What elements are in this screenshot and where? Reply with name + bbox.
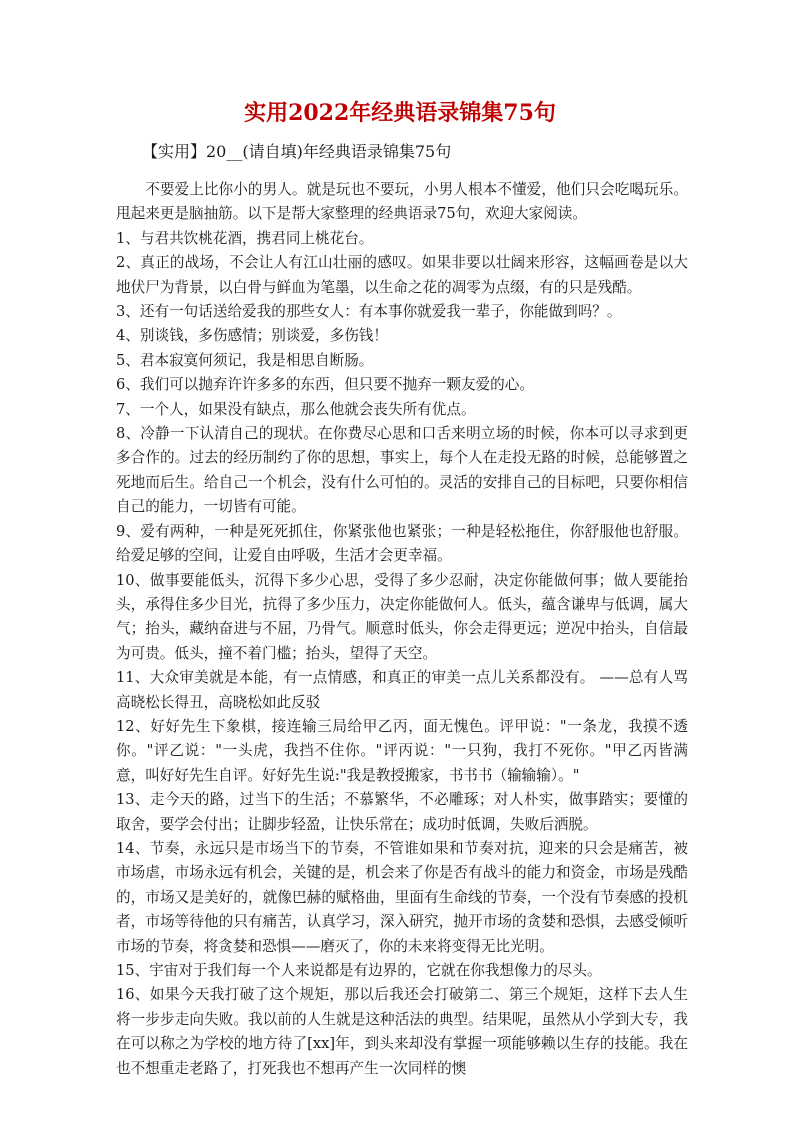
quote-item: 9、爱有两种，一种是死死抓住，你紧张他也紧张；一种是轻松拖住，你舒服他也舒服。给爱足够的空间，让爱自由呼吸，生活才会更幸福。 bbox=[116, 522, 688, 565]
quote-item: 6、我们可以抛弃许许多多的东西，但只要不抛弃一颗友爱的心。 bbox=[116, 376, 534, 394]
quote-item: 10、做事要能低头，沉得下多少心思，受得了多少忍耐，决定你能做何事；做人要能抬头，承得住多少目光，抗得了多少压力，决定你能做何人。低头，蕴含谦卑与低调，属大气；抬头，藏纳奋进与不屈，乃骨气。顺意时低头，你会走得更远；逆况中抬头，自信最为可贵。低头，撞不着门槛；抬头，望得了天空。 bbox=[116, 571, 688, 662]
quote-item: 12、好好先生下象棋，接连输三局给甲乙丙，面无愧色。评甲说："一条龙，我摸不透你。"评乙说："一头虎，我挡不住你。"评丙说："一只狗，我打不死你。"甲乙丙皆满意，叫好好先生自评。好好先生说:"我是教授搬家，书书书（输输输）。" bbox=[116, 717, 688, 784]
quote-item: 5、君本寂寞何须记，我是相思自断肠。 bbox=[116, 351, 374, 369]
document-subtitle: 【实用】20__(请自填)年经典语录锦集75句 bbox=[142, 142, 452, 161]
document-title: 实用2022年经典语录锦集75句 bbox=[244, 100, 556, 126]
quote-item: 13、走今天的路，过当下的生活；不慕繁华，不必雕琢；对人朴实，做事踏实；要懂的取舍，要学会付出；让脚步轻盈，让快乐常在；成功时低调，失败后洒脱。 bbox=[116, 791, 688, 833]
quote-item: 11、大众审美就是本能，有一点情感，和真正的审美一点儿关系都没有。 ——总有人骂高晓松长得丑，高晓松如此反驳 bbox=[116, 669, 688, 711]
intro-paragraph: 不要爱上比你小的男人。就是玩也不要玩，小男人根本不懂爱，他们只会吃喝玩乐。甩起来更是脑抽筋。以下是帮大家整理的经典语录75句，欢迎大家阅读。 bbox=[116, 181, 688, 223]
quote-item: 8、冷静一下认清自己的现状。在你费尽心思和口舌来明立场的时候，你本可以寻求到更多合作的。过去的经历制约了你的思想，事实上，每个人在走投无路的时候，总能够置之死地而后生。给自己一个机会，没有什么可怕的。灵活的安排自己的目标吧，只要你相信自己的能力，一切皆有可能。 bbox=[116, 425, 688, 516]
quote-item: 4、别谈钱，多伤感情；别谈爱，多伤钱！ bbox=[116, 327, 388, 345]
document-body bbox=[116, 178, 688, 1081]
quote-item: 14、节奏，永远只是市场当下的节奏，不管谁如果和节奏对抗，迎来的只会是痛苦，被市场虐，市场永远有机会，关键的是，机会来了你是否有战斗的能力和资金，市场是残酷的，市场又是美好的，就像巴赫的赋格曲，里面有生命线的节奏，一个没有节奏感的投机者，市场等待他的只有痛苦，认真学习，深入研究，抛开市场的贪婪和恐惧，去感受倾听市场的节奏，将贪婪和恐惧——磨灭了，你的未来将变得无比光明。 bbox=[116, 839, 688, 955]
quote-item: 15、宇宙对于我们每一个人来说都是有边界的，它就在你我想像力的尽头。 bbox=[116, 962, 602, 979]
quote-item: 1、与君共饮桃花酒，携君同上桃花台。 bbox=[116, 229, 374, 247]
quote-item: 2、真正的战场，不会让人有江山壮丽的感叹。如果非要以壮阔来形容，这幅画卷是以大地伏尸为背景，以白骨与鲜血为笔墨，以生命之花的凋零为点缀，有的只是残酷。 bbox=[116, 254, 688, 296]
quote-item: 16、如果今天我打破了这个规矩，那以后我还会打破第二、第三个规矩，这样下去人生将一步步走向失败。我以前的人生就是这种活法的典型。结果呢，虽然从小学到大专，我在可以称之为学校的地方待了[xx]年，到头来却没有掌握一项能够赖以生存的技能。我在也不想重走老路了，打死我也不想再产生一次同样的懊 bbox=[116, 986, 688, 1077]
quote-item: 3、还有一句话送给爱我的那些女人：有本事你就爱我一辈子，你能做到吗？。 bbox=[116, 303, 622, 321]
quote-item: 7、一个人，如果没有缺点，那么他就会丧失所有优点。 bbox=[116, 400, 476, 418]
